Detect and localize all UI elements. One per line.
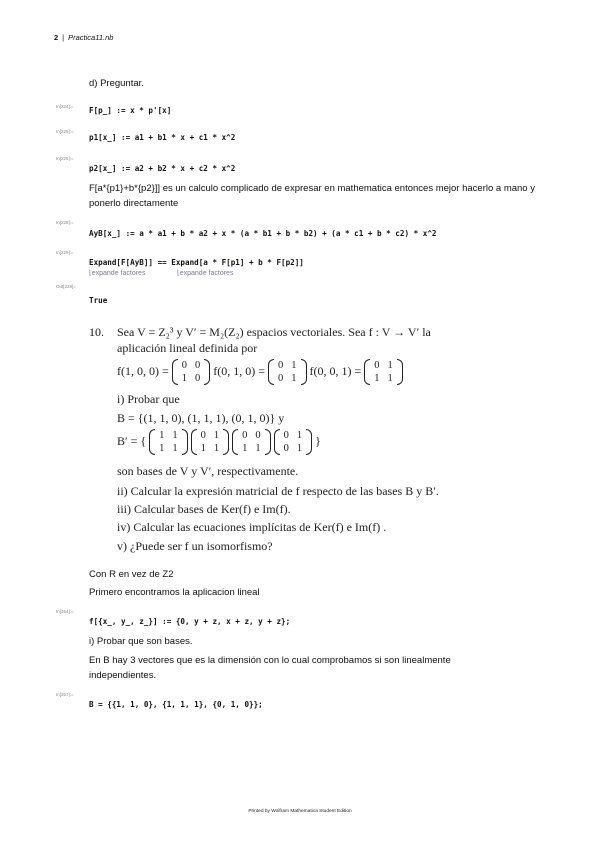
in-label: In[357]:= <box>56 692 74 697</box>
matrix: 0 0 1 1 <box>232 429 271 455</box>
code-input[interactable]: p2[x_] := a2 + b2 * x + c2 * x^2 <box>89 164 236 173</box>
text-note: F[a*{p1}+b*{p2}]] es un calculo complicado de expresar en mathematica entonces mejor hacerlo a mano y ponerlo directamente <box>89 183 535 209</box>
code-output: True <box>89 296 108 305</box>
notebook-name: Practica11.nb <box>68 33 114 42</box>
text-d: d) Preguntar. <box>89 78 144 89</box>
part-ii: ii) Calcular la expresión matricial de f respecto de las bases B y B′. <box>117 484 439 498</box>
problem-line1: Sea V = Z₂³ y V′ = M₂(Z₂) espacios vectoriales. Sea f : V → V′ la <box>117 325 431 339</box>
part-iv: iv) Calcular las ecuaciones implícitas de Ker(f) e Im(f) . <box>117 520 387 534</box>
problem-number: 10. <box>89 325 104 339</box>
matrix: 1 1 1 1 <box>149 429 188 455</box>
text-primero: Primero encontramos la aplicacion lineal <box>89 587 260 598</box>
footer: Printed by Wolfram Mathematica Student Edition <box>248 809 352 814</box>
page-number: 2 <box>54 33 59 42</box>
problem-line2: aplicación lineal definida por <box>117 341 258 355</box>
page-header: 2 | Practica11.nb <box>54 33 114 42</box>
text-probar: i) Probar que son bases. <box>89 636 193 647</box>
code-input[interactable]: F[p_] := x * p'[x] <box>89 106 172 115</box>
in-label: In[226]:= <box>56 156 74 161</box>
matrix: 0 1 0 1 <box>268 359 307 385</box>
autocomplete-hint: ⌊expande factores <box>89 270 146 277</box>
bases-text: son bases de V y V′, respectivamente. <box>117 464 299 478</box>
map-definition: f(1, 0, 0) = 0 0 1 0 f(0, 1, 0) = 0 1 0 1 f(0, 0, 1) = 0 1 1 1 <box>117 359 403 385</box>
code-input[interactable]: f[{x_, y_, z_}] := {0, y + z, x + z, y + z}; <box>89 617 291 626</box>
in-label: In[229]:= <box>56 250 74 255</box>
in-label: In[228]:= <box>56 220 74 225</box>
autocomplete-hint: ⌊expande factores <box>177 270 234 277</box>
code-input[interactable]: AyB[x_] := a * a1 + b * a2 + x * (a * b1 + b * b2) + (a * c1 + b * c2) * x^2 <box>89 229 437 238</box>
text-en-b: En B hay 3 vectores que es la dimensión con lo cual comprobamos si son linealmente independientes. <box>89 655 451 681</box>
in-label: In[224]:= <box>56 104 74 109</box>
matrix: 0 1 1 1 <box>364 359 403 385</box>
text-con-r: Con R en vez de Z2 <box>89 569 174 580</box>
part-v: v) ¿Puede ser f un isomorfismo? <box>117 539 273 553</box>
set-b-prime: B′ = { 1 1 1 1 0 1 1 1 0 0 1 1 0 1 0 1 } <box>117 430 321 454</box>
part-iii: iii) Calcular bases de Ker(f) e Im(f). <box>117 502 291 516</box>
matrix: 0 1 1 1 <box>191 429 230 455</box>
set-b: B = {(1, 1, 0), (1, 1, 1), (0, 1, 0)} y <box>117 411 285 425</box>
code-input[interactable]: Expand[F[AyB]] == Expand[a * F[p1] + b * F[p2]] <box>89 258 304 267</box>
part-i: i) Probar que <box>117 392 180 406</box>
matrix: 0 0 1 0 <box>172 359 211 385</box>
in-label: In[225]:= <box>56 129 74 134</box>
code-input[interactable]: B = {{1, 1, 0}, {1, 1, 1}, {0, 1, 0}}; <box>89 700 263 709</box>
matrix: 0 1 0 1 <box>274 429 313 455</box>
code-input[interactable]: p1[x_] := a1 + b1 * x + c1 * x^2 <box>89 133 236 142</box>
out-label: Out[229]= <box>56 284 76 289</box>
in-label: In[354]:= <box>56 609 74 614</box>
